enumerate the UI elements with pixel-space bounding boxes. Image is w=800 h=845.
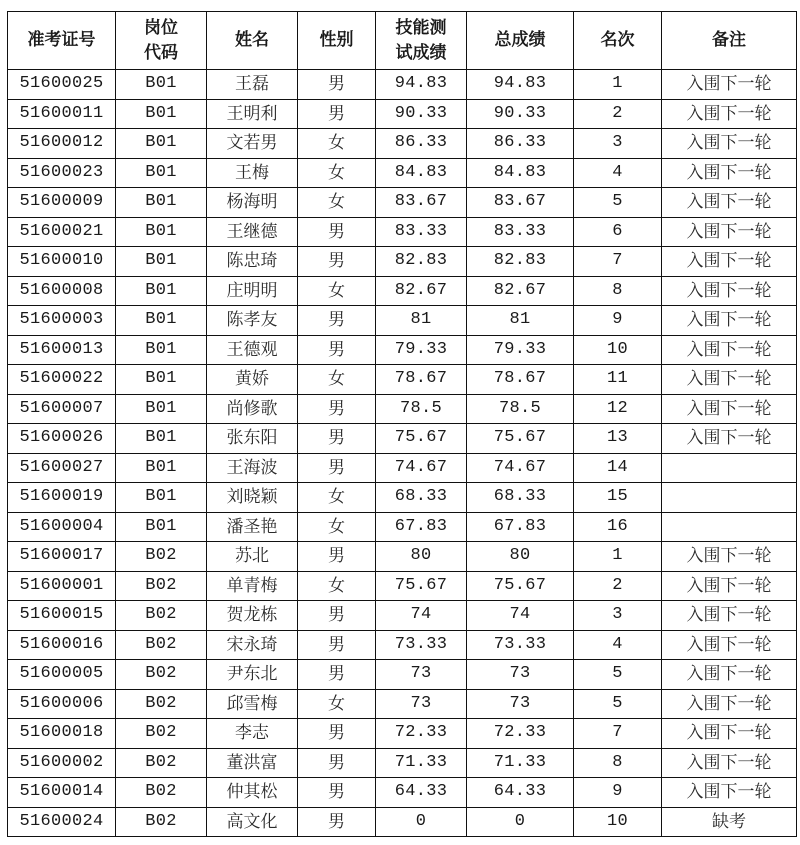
table-row [8, 99, 797, 129]
gender-cell: 男 [298, 217, 376, 247]
gender-cell: 男 [298, 335, 376, 365]
rank-cell: 2 [574, 99, 662, 129]
exam-id-cell: 51600012 [8, 129, 116, 159]
gender-cell: 男 [298, 660, 376, 690]
rank-cell: 8 [574, 276, 662, 306]
table-row [8, 335, 797, 365]
total-score-cell: 75.67 [467, 571, 574, 601]
exam-id-cell: 51600027 [8, 453, 116, 483]
remark-cell: 入围下一轮 [662, 689, 797, 719]
header-rank [574, 12, 662, 70]
total-score-cell: 84.83 [467, 158, 574, 188]
table-header [8, 12, 797, 70]
table-row [8, 276, 797, 306]
total-score-cell: 68.33 [467, 483, 574, 513]
gender-cell: 女 [298, 365, 376, 395]
position-code-cell: B02 [116, 778, 207, 808]
total-score-cell: 78.5 [467, 394, 574, 424]
gender-cell: 男 [298, 542, 376, 572]
exam-results-table [7, 11, 797, 837]
exam-id-cell: 51600026 [8, 424, 116, 454]
exam-id-cell: 51600025 [8, 70, 116, 100]
header-row [8, 12, 797, 70]
rank-cell: 12 [574, 394, 662, 424]
total-score-cell: 75.67 [467, 424, 574, 454]
name-cell: 王明利 [207, 99, 298, 129]
name-cell: 苏北 [207, 542, 298, 572]
remark-cell: 缺考 [662, 807, 797, 837]
exam-id-cell: 51600017 [8, 542, 116, 572]
table-body [8, 70, 797, 837]
rank-cell: 4 [574, 630, 662, 660]
name-cell: 刘晓颖 [207, 483, 298, 513]
header-position-code-line1: 岗位 [144, 17, 178, 38]
skill-score-cell: 82.83 [376, 247, 467, 277]
name-cell: 邱雪梅 [207, 689, 298, 719]
gender-cell: 女 [298, 512, 376, 542]
rank-cell: 16 [574, 512, 662, 542]
total-score-cell: 73 [467, 660, 574, 690]
position-code-cell: B02 [116, 689, 207, 719]
rank-cell: 3 [574, 129, 662, 159]
table-row [8, 424, 797, 454]
gender-cell: 男 [298, 99, 376, 129]
table-row [8, 453, 797, 483]
skill-score-cell: 83.33 [376, 217, 467, 247]
name-cell: 尹东北 [207, 660, 298, 690]
total-score-cell: 83.67 [467, 188, 574, 218]
skill-score-cell: 79.33 [376, 335, 467, 365]
name-cell: 王磊 [207, 70, 298, 100]
table-row [8, 719, 797, 749]
exam-id-cell: 51600010 [8, 247, 116, 277]
total-score-cell: 74.67 [467, 453, 574, 483]
gender-cell: 男 [298, 453, 376, 483]
rank-cell: 10 [574, 807, 662, 837]
position-code-cell: B01 [116, 247, 207, 277]
table-row [8, 542, 797, 572]
header-skill-score-line1: 技能测 [395, 17, 447, 38]
name-cell: 庄明明 [207, 276, 298, 306]
skill-score-cell: 75.67 [376, 424, 467, 454]
rank-cell: 1 [574, 542, 662, 572]
header-remark [662, 12, 797, 70]
remark-cell: 入围下一轮 [662, 748, 797, 778]
remark-cell [662, 512, 797, 542]
remark-cell: 入围下一轮 [662, 158, 797, 188]
table-row [8, 689, 797, 719]
table-row [8, 188, 797, 218]
total-score-cell: 80 [467, 542, 574, 572]
skill-score-cell: 94.83 [376, 70, 467, 100]
gender-cell: 男 [298, 601, 376, 631]
exam-id-cell: 51600015 [8, 601, 116, 631]
rank-cell: 3 [574, 601, 662, 631]
name-cell: 潘圣艳 [207, 512, 298, 542]
remark-cell: 入围下一轮 [662, 276, 797, 306]
table-row [8, 512, 797, 542]
skill-score-cell: 67.83 [376, 512, 467, 542]
position-code-cell: B01 [116, 453, 207, 483]
remark-cell: 入围下一轮 [662, 424, 797, 454]
rank-cell: 11 [574, 365, 662, 395]
remark-cell: 入围下一轮 [662, 571, 797, 601]
position-code-cell: B02 [116, 542, 207, 572]
remark-cell: 入围下一轮 [662, 129, 797, 159]
rank-cell: 5 [574, 188, 662, 218]
rank-cell: 15 [574, 483, 662, 513]
gender-cell: 男 [298, 778, 376, 808]
exam-id-cell: 51600016 [8, 630, 116, 660]
exam-id-cell: 51600014 [8, 778, 116, 808]
position-code-cell: B02 [116, 601, 207, 631]
remark-cell: 入围下一轮 [662, 719, 797, 749]
gender-cell: 男 [298, 247, 376, 277]
skill-score-cell: 68.33 [376, 483, 467, 513]
total-score-cell: 94.83 [467, 70, 574, 100]
name-cell: 单青梅 [207, 571, 298, 601]
gender-cell: 女 [298, 276, 376, 306]
table-row [8, 247, 797, 277]
exam-id-cell: 51600024 [8, 807, 116, 837]
table-row [8, 807, 797, 837]
skill-score-cell: 86.33 [376, 129, 467, 159]
header-position-code-line2: 代码 [144, 42, 178, 63]
position-code-cell: B01 [116, 424, 207, 454]
skill-score-cell: 0 [376, 807, 467, 837]
gender-cell: 男 [298, 748, 376, 778]
skill-score-cell: 73.33 [376, 630, 467, 660]
exam-id-cell: 51600022 [8, 365, 116, 395]
total-score-cell: 81 [467, 306, 574, 336]
position-code-cell: B01 [116, 276, 207, 306]
exam-id-cell: 51600007 [8, 394, 116, 424]
remark-cell: 入围下一轮 [662, 660, 797, 690]
position-code-cell: B01 [116, 483, 207, 513]
header-total-score [467, 12, 574, 70]
gender-cell: 男 [298, 719, 376, 749]
remark-cell: 入围下一轮 [662, 601, 797, 631]
exam-id-cell: 51600004 [8, 512, 116, 542]
position-code-cell: B01 [116, 70, 207, 100]
table-row [8, 748, 797, 778]
total-score-cell: 78.67 [467, 365, 574, 395]
total-score-cell: 71.33 [467, 748, 574, 778]
position-code-cell: B01 [116, 365, 207, 395]
skill-score-cell: 82.67 [376, 276, 467, 306]
header-remark-label: 备注 [712, 30, 746, 50]
name-cell: 文若男 [207, 129, 298, 159]
gender-cell: 女 [298, 188, 376, 218]
total-score-cell: 64.33 [467, 778, 574, 808]
header-exam-id-label: 准考证号 [27, 30, 96, 50]
table-row [8, 306, 797, 336]
rank-cell: 5 [574, 660, 662, 690]
position-code-cell: B02 [116, 719, 207, 749]
skill-score-cell: 81 [376, 306, 467, 336]
name-cell: 张东阳 [207, 424, 298, 454]
gender-cell: 男 [298, 394, 376, 424]
header-position-code [116, 12, 207, 70]
position-code-cell: B01 [116, 335, 207, 365]
name-cell: 尚修歌 [207, 394, 298, 424]
exam-id-cell: 51600008 [8, 276, 116, 306]
skill-score-cell: 78.5 [376, 394, 467, 424]
total-score-cell: 90.33 [467, 99, 574, 129]
name-cell: 王海波 [207, 453, 298, 483]
position-code-cell: B02 [116, 630, 207, 660]
skill-score-cell: 74 [376, 601, 467, 631]
rank-cell: 8 [574, 748, 662, 778]
name-cell: 贺龙栋 [207, 601, 298, 631]
position-code-cell: B02 [116, 748, 207, 778]
position-code-cell: B02 [116, 660, 207, 690]
name-cell: 黄娇 [207, 365, 298, 395]
table-row [8, 630, 797, 660]
skill-score-cell: 73 [376, 660, 467, 690]
gender-cell: 男 [298, 306, 376, 336]
table-row [8, 217, 797, 247]
skill-score-cell: 75.67 [376, 571, 467, 601]
rank-cell: 7 [574, 719, 662, 749]
rank-cell: 13 [574, 424, 662, 454]
total-score-cell: 73 [467, 689, 574, 719]
header-rank-label: 名次 [600, 30, 635, 50]
skill-score-cell: 78.67 [376, 365, 467, 395]
total-score-cell: 67.83 [467, 512, 574, 542]
rank-cell: 10 [574, 335, 662, 365]
gender-cell: 男 [298, 424, 376, 454]
exam-id-cell: 51600018 [8, 719, 116, 749]
total-score-cell: 82.83 [467, 247, 574, 277]
table-row [8, 70, 797, 100]
header-exam-id [8, 12, 116, 70]
table-row [8, 571, 797, 601]
rank-cell: 14 [574, 453, 662, 483]
exam-id-cell: 51600002 [8, 748, 116, 778]
skill-score-cell: 71.33 [376, 748, 467, 778]
rank-cell: 6 [574, 217, 662, 247]
rank-cell: 5 [574, 689, 662, 719]
skill-score-cell: 64.33 [376, 778, 467, 808]
table-row [8, 365, 797, 395]
gender-cell: 女 [298, 158, 376, 188]
total-score-cell: 72.33 [467, 719, 574, 749]
remark-cell: 入围下一轮 [662, 365, 797, 395]
table-row [8, 394, 797, 424]
exam-id-cell: 51600006 [8, 689, 116, 719]
header-skill-score-line2: 试成绩 [395, 42, 447, 63]
skill-score-cell: 90.33 [376, 99, 467, 129]
remark-cell: 入围下一轮 [662, 188, 797, 218]
gender-cell: 女 [298, 571, 376, 601]
position-code-cell: B01 [116, 188, 207, 218]
position-code-cell: B02 [116, 807, 207, 837]
name-cell: 王继德 [207, 217, 298, 247]
position-code-cell: B01 [116, 129, 207, 159]
name-cell: 高文化 [207, 807, 298, 837]
remark-cell [662, 483, 797, 513]
total-score-cell: 74 [467, 601, 574, 631]
name-cell: 宋永琦 [207, 630, 298, 660]
header-total-score-label: 总成绩 [494, 30, 546, 50]
exam-id-cell: 51600001 [8, 571, 116, 601]
position-code-cell: B01 [116, 394, 207, 424]
remark-cell: 入围下一轮 [662, 70, 797, 100]
position-code-cell: B01 [116, 217, 207, 247]
remark-cell: 入围下一轮 [662, 630, 797, 660]
total-score-cell: 0 [467, 807, 574, 837]
name-cell: 陈忠琦 [207, 247, 298, 277]
header-gender [298, 12, 376, 70]
gender-cell: 男 [298, 70, 376, 100]
name-cell: 董洪富 [207, 748, 298, 778]
skill-score-cell: 73 [376, 689, 467, 719]
header-gender-label: 性别 [319, 30, 354, 50]
table-row [8, 660, 797, 690]
table-row [8, 158, 797, 188]
header-name-label: 姓名 [235, 30, 269, 50]
name-cell: 李志 [207, 719, 298, 749]
exam-id-cell: 51600011 [8, 99, 116, 129]
skill-score-cell: 84.83 [376, 158, 467, 188]
name-cell: 王梅 [207, 158, 298, 188]
total-score-cell: 83.33 [467, 217, 574, 247]
remark-cell: 入围下一轮 [662, 306, 797, 336]
skill-score-cell: 72.33 [376, 719, 467, 749]
position-code-cell: B01 [116, 306, 207, 336]
skill-score-cell: 80 [376, 542, 467, 572]
name-cell: 杨海明 [207, 188, 298, 218]
total-score-cell: 79.33 [467, 335, 574, 365]
rank-cell: 1 [574, 70, 662, 100]
remark-cell: 入围下一轮 [662, 542, 797, 572]
header-skill-score [376, 12, 467, 70]
table-row [8, 778, 797, 808]
gender-cell: 男 [298, 630, 376, 660]
remark-cell: 入围下一轮 [662, 99, 797, 129]
remark-cell: 入围下一轮 [662, 217, 797, 247]
table-row [8, 129, 797, 159]
exam-id-cell: 51600005 [8, 660, 116, 690]
rank-cell: 9 [574, 778, 662, 808]
rank-cell: 9 [574, 306, 662, 336]
exam-id-cell: 51600021 [8, 217, 116, 247]
remark-cell: 入围下一轮 [662, 394, 797, 424]
exam-id-cell: 51600023 [8, 158, 116, 188]
position-code-cell: B01 [116, 158, 207, 188]
exam-id-cell: 51600013 [8, 335, 116, 365]
header-name [207, 12, 298, 70]
skill-score-cell: 83.67 [376, 188, 467, 218]
total-score-cell: 82.67 [467, 276, 574, 306]
remark-cell: 入围下一轮 [662, 247, 797, 277]
gender-cell: 女 [298, 689, 376, 719]
rank-cell: 7 [574, 247, 662, 277]
remark-cell [662, 453, 797, 483]
skill-score-cell: 74.67 [376, 453, 467, 483]
remark-cell: 入围下一轮 [662, 778, 797, 808]
gender-cell: 男 [298, 807, 376, 837]
gender-cell: 女 [298, 483, 376, 513]
name-cell: 陈孝友 [207, 306, 298, 336]
rank-cell: 4 [574, 158, 662, 188]
exam-id-cell: 51600009 [8, 188, 116, 218]
name-cell: 仲其松 [207, 778, 298, 808]
total-score-cell: 73.33 [467, 630, 574, 660]
rank-cell: 2 [574, 571, 662, 601]
table-row [8, 601, 797, 631]
table-row [8, 483, 797, 513]
position-code-cell: B01 [116, 512, 207, 542]
exam-id-cell: 51600019 [8, 483, 116, 513]
exam-id-cell: 51600003 [8, 306, 116, 336]
position-code-cell: B02 [116, 571, 207, 601]
name-cell: 王德观 [207, 335, 298, 365]
position-code-cell: B01 [116, 99, 207, 129]
total-score-cell: 86.33 [467, 129, 574, 159]
remark-cell: 入围下一轮 [662, 335, 797, 365]
gender-cell: 女 [298, 129, 376, 159]
